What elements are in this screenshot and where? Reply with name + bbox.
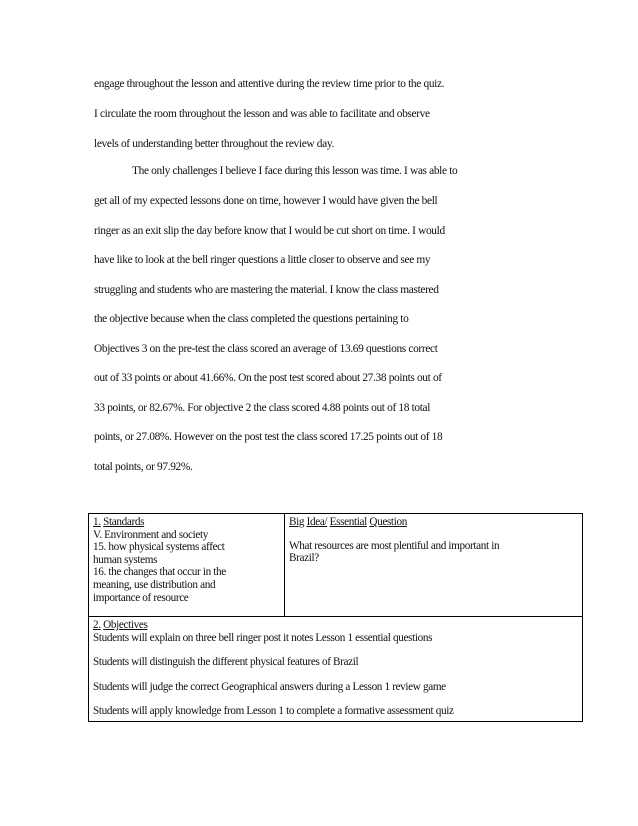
- paragraph-line: Objectives 3 on the pre-test the class scored an average of 13.69 questions correct: [94, 343, 438, 355]
- standards-line: meaning, use distribution and: [93, 578, 216, 591]
- paragraph-line: engage throughout the lesson and attentive during the review time prior to the quiz.: [94, 78, 445, 90]
- paragraph-line: get all of my expected lessons done on time, however I would have given the bell: [94, 195, 438, 207]
- essential-question-line: Brazil?: [289, 552, 319, 565]
- standards-heading-text: Standards: [103, 516, 145, 528]
- objectives-heading-text: Objectives: [103, 619, 148, 631]
- lesson-plan-table: [88, 513, 583, 722]
- paragraph-line: I circulate the room throughout the lesson and was able to facilitate and observe: [94, 108, 430, 120]
- standards-number: 1.: [93, 516, 101, 528]
- paragraph-line: total points, or 97.92%.: [94, 461, 193, 473]
- paragraph-line: out of 33 points or about 41.66%. On the post test scored about 27.38 points out of: [94, 372, 442, 384]
- standards-line: human systems: [93, 553, 158, 566]
- objective-item: Students will judge the correct Geographical answers during a Lesson 1 review game: [93, 680, 446, 693]
- big-idea-heading-word: Big: [289, 516, 305, 528]
- objectives-heading: [93, 619, 578, 632]
- standards-line: importance of resource: [93, 591, 189, 604]
- paragraph-line: struggling and students who are mastering the material. I know the class mastered: [94, 284, 439, 296]
- standards-heading: [93, 516, 280, 529]
- paragraph-line: ringer as an exit slip the day before know that I would be cut short on time. I would: [94, 225, 445, 237]
- paragraph-line: The only challenges I believe I face during this lesson was time. I was able to: [132, 165, 458, 177]
- standards-cell: [89, 514, 285, 617]
- objectives-number: 2.: [93, 619, 101, 631]
- big-idea-heading-word: Idea/: [306, 516, 328, 528]
- big-idea-heading-word: Essential: [329, 516, 367, 528]
- objectives-cell: [89, 617, 583, 722]
- standards-line: 15. how physical systems affect: [93, 541, 225, 554]
- paragraph-line: have like to look at the bell ringer questions a little closer to observe and see my: [94, 254, 431, 266]
- standards-line: V. Environment and society: [93, 528, 208, 541]
- standards-line: 16. the changes that occur in the: [93, 566, 226, 579]
- paragraph-line: levels of understanding better throughout the review day.: [94, 138, 334, 150]
- big-idea-cell: [285, 514, 583, 617]
- paragraph-line: points, or 27.08%. However on the post test the class scored 17.25 points out of 18: [94, 431, 443, 443]
- big-idea-heading: [289, 516, 578, 529]
- table-row: [89, 514, 583, 617]
- paragraph-line: 33 points, or 82.67%. For objective 2 the class scored 4.88 points out of 18 total: [94, 402, 431, 414]
- objective-item: Students will apply knowledge from Lesson 1 to complete a formative assessment quiz: [93, 705, 454, 718]
- paragraph-line: the objective because when the class completed the questions pertaining to: [94, 313, 409, 325]
- table-row: [89, 617, 583, 722]
- objective-item: Students will distinguish the different physical features of Brazil: [93, 656, 359, 669]
- essential-question-line: What resources are most plentiful and important in: [289, 539, 500, 552]
- big-idea-heading-word: Question: [369, 516, 407, 528]
- objective-item: Students will explain on three bell ringer post it notes Lesson 1 essential questions: [93, 631, 433, 644]
